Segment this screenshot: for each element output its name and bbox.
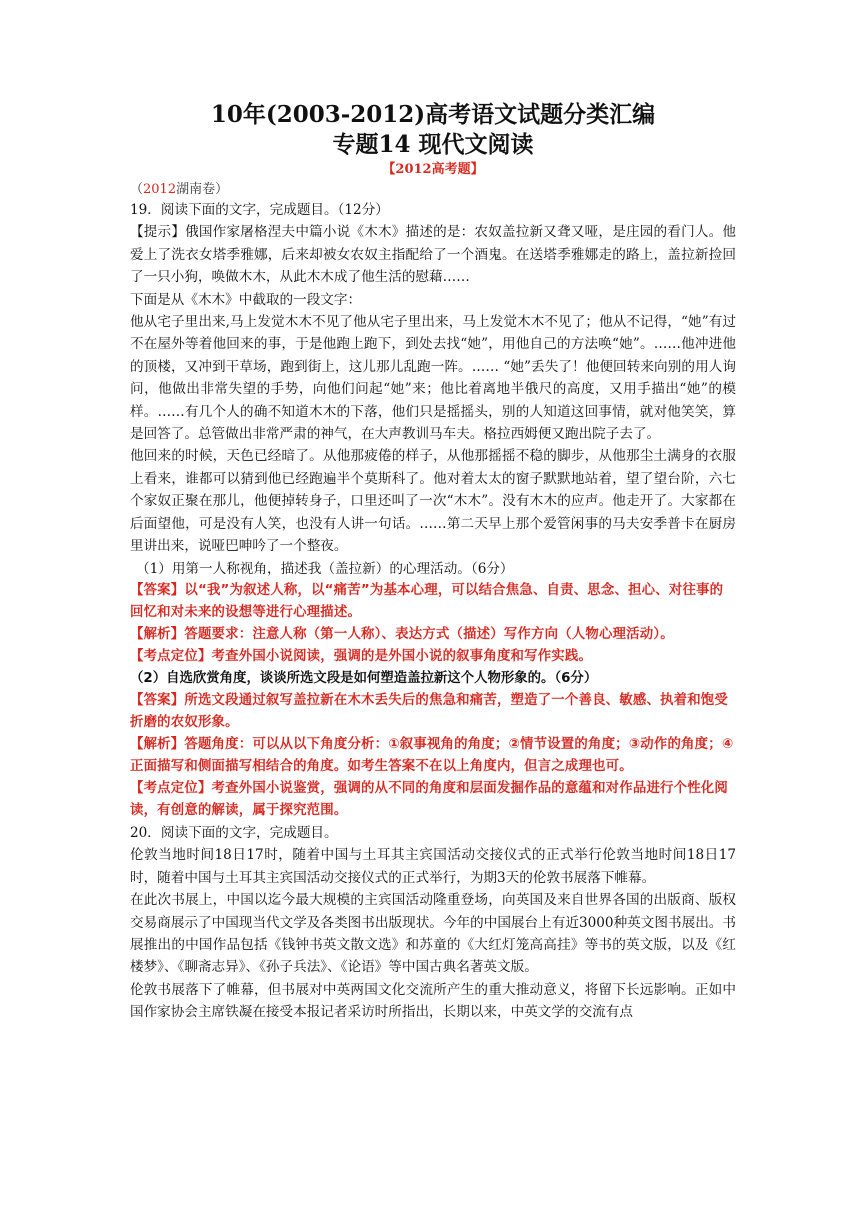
kaodian-1: 【考点定位】考查外国小说阅读，强调的是外国小说的叙事角度和写作实践。 — [130, 648, 593, 664]
source-name: 湖南卷） — [176, 182, 229, 197]
answer-1: 【答案】以“我”为叙述人称，以“痛苦”为基本心理，可以结合焦急、自责、思念、担心、对往事的回忆和对未来的设想等进行心理描述。 — [130, 582, 724, 620]
passage-paragraph: 伦敦书展落下了帷幕，但书展对中英两国文化交流所产生的重大推动意义，将留下长远影响。正如中国作家协会主席铁凝在接受本报记者采访时所指出，长期以来，中英文学的交流有点 — [130, 981, 736, 1021]
question-19-stem: 19．阅读下面的文字，完成题目。（12分） — [130, 202, 389, 218]
answer-2: 【答案】所选文段通过叙写盖拉新在木木丢失后的焦急和痛苦，塑造了一个善良、敏感、执着和饱受折磨的农奴形象。 — [130, 692, 728, 730]
kaodian-2: 【考点定位】考查外国小说鉴赏，强调的从不同的角度和层面发掘作品的意蕴和对作品进行个性化阅读，有创意的解读，属于探究范围。 — [130, 780, 728, 818]
document-title: 10年(2003-2012)高考语文试题分类汇编 — [210, 101, 656, 128]
exam-year-heading: 【2012高考题】 — [382, 162, 484, 177]
source-year: 2012 — [143, 182, 177, 197]
source-paren: （ — [130, 182, 144, 197]
subquestion-2: （2）自选欣赏角度，谈谈所选文段是如何塑造盖拉新这个人物形象的。（6分） — [130, 670, 598, 686]
document-page — [130, 100, 736, 1024]
exam-source — [130, 180, 736, 199]
analysis-2: 【解析】答题角度：可以从以下角度分析：①叙事视角的角度；②情节设置的角度；③动作的角度；④正面描写和侧面描写相结合的角度。如考生答案不在以上角度内，但言之成理也可。 — [130, 736, 734, 774]
question-19-hint: 【提示】俄国作家屠格涅夫中篇小说《木木》描述的是：农奴盖拉新又聋又哑，是庄园的看门人。他爱上了洗衣女塔季雅娜，后来却被女农奴主指配给了一个酒鬼。在送塔季雅娜走的路上，盖拉新捡回了一只小狗，唤做木木，从此木木成了他生活的慰藉…… — [130, 224, 736, 286]
passage-paragraph: 伦敦当地时间18日17时，随着中国与土耳其主宾国活动交接仪式的正式举行伦敦当地时间18日17时，随着中国与土耳其主宾国活动交接仪式的正式举行，为期3天的伦敦书展落下帷幕。 — [130, 847, 736, 886]
topic-title: 专题14 现代文阅读 — [332, 131, 534, 158]
analysis-1: 【解析】答题要求：注意人称（第一人称）、表达方式（描述）写作方向（人物心理活动）。 — [130, 626, 674, 642]
passage-paragraph: 他回来的时候，天色已经暗了。从他那疲倦的样子，从他那摇摇不稳的脚步，从他那尘土满身的衣服上看来，谁都可以猜到他已经跑遍半个莫斯科了。他对着太太的窗子默默地站着，望了望台阶，六七个家奴正聚在那儿，他便掉转身子，口里还叫了一次“木木”。没有木木的应声。他走开了。大家都在后面望他，可是没有人笑，也没有人讲一句话。……第二天早上那个爱管闲事的马夫安季普卡在厨房里讲出来，说哑巴呻吟了一个整夜。 — [130, 448, 736, 555]
subquestion-1: （1）用第一人称视角，描述我（盖拉新）的心理活动。（6分） — [136, 560, 514, 577]
question-19-intro: 下面是从《木木》中截取的一段文字： — [130, 291, 362, 308]
question-20-stem: 20．阅读下面的文字，完成题目。 — [130, 824, 338, 841]
passage-paragraph: 他从宅子里出来,马上发觉木木不见了他从宅子里出来，马上发觉木木不见了；他从不记得，“她”有过不在屋外等着他回来的事，于是他跑上跑下，到处去找“她”，用他自己的方法唤“她”。……他冲进他的顶楼，又冲到干草场，跑到街上，这儿那儿乱跑一阵。…… “她”丢失了！他便回转来向别的用人询问，他做出非常失望的手势，向他们问起“她”来；他比着离地半俄尺的高度，又用手描出“她”的模样。……有几个人的确不知道木木的下落，他们只是摇摇头，别的人知道这回事情，就对他笑笑，算是回答了。总管做出非常严肃的神气，在大声教训马车夫。格拉西姆便又跑出院子去了。 — [130, 314, 736, 443]
passage-paragraph: 在此次书展上，中国以迄今最大规模的主宾国活动隆重登场，向英国及来自世界各国的出版商、版权交易商展示了中国现当代文学及各类图书出版现状。今年的中国展台上有近3000种英文图书展出。书展推出的中国作品包括《钱钟书英文散文选》和苏童的《大红灯笼高高挂》等书的英文版，以及《红楼梦》、《聊斋志异》、《孙子兵法》、《论语》等中国古典名著英文版。 — [130, 892, 736, 976]
